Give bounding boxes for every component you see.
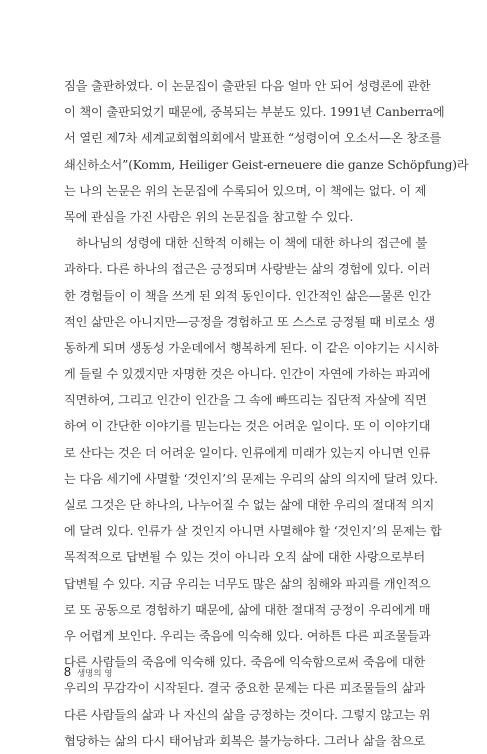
text-line: 로 또 공동으로 경험하기 때문에, 삶에 대한 절대적 긍정이 우리에게 매 [64,602,431,617]
text-line: 게 들릴 수 있겠지만 자명한 것은 아니다. 인간이 자연에 가하는 파괴에 [64,367,431,382]
text-line: 우리의 무감각이 시작된다. 결국 중요한 문제는 다른 피조물들의 삶과 [64,681,425,696]
text-line: 이 책이 출판되었기 때문에, 중복되는 부분도 있다. 1991년 Canberra에 [64,105,445,120]
text-line: 하나님의 성령에 대한 신학적 이해는 이 책에 대한 하나의 접근에 불 [76,236,428,251]
page-footer [64,665,113,681]
text-line: 답변될 수 있다. 지금 우리는 너무도 많은 삶의 침해와 파괴를 개인적으 [64,576,431,591]
text-line: 는 다음 세기에 사멸할 ‘것인지’의 문제는 우리의 삶의 의지에 달려 있다. [64,471,438,486]
text-line: 실로 그것은 단 하나의, 나누어질 수 없는 삶에 대한 우리의 절대적 의지 [64,498,435,512]
text-line: 로 산다는 것은 더 어려운 일이다. 인류에게 미래가 있는지 아니면 인류 [64,445,431,460]
running-title: 생명의 영 [76,669,113,679]
text-line: 과하다. 다른 하나의 접근은 긍정되며 사랑받는 삶의 경험에 있다. 이러 [64,262,431,277]
text-line: 협당하는 삶의 다시 태어남과 회복은 불가능하다. 그러나 삶을 참으로 [64,733,425,748]
text-line: 우 어렵게 보인다. 우리는 죽음에 익숙해 있다. 여하튼 다른 피조물들과 [64,628,431,643]
text-line: 다른 사람들의 죽음에 익숙해 있다. 죽음에 익숙함으로써 죽음에 대한 [64,655,425,670]
text-line: 목적적으로 답변될 수 있는 것이 아니라 오직 삶에 대한 사랑으로부터 [64,550,425,565]
text-line: 쇄신하소서”(Komm, Heiliger Geist-erneuere die ganze Schöpfung)라 [64,157,469,172]
text-line: 적인 삶만은 아니지만—긍정을 경험하고 또 스스로 긍정될 때 비로소 생 [64,314,436,329]
body-text [64,73,469,754]
text-line: 하여 이 간단한 이야기를 믿는다는 것은 어려운 일이다. 또 이 이야기대 [64,419,431,434]
text-line: 목에 관심을 가진 사람은 위의 논문집을 참고할 수 있다. [64,209,354,224]
page-number: 8 [64,665,71,679]
text-line: 직면하여, 그리고 인간이 인간을 그 속에 빠뜨리는 집단적 자살에 직면 [64,393,427,408]
text-line: 짐을 출판하였다. 이 논문집이 출판된 다음 얼마 안 되어 성령론에 관한 [64,79,431,93]
text-line: 는 나의 논문은 위의 논문집에 수록되어 있으며, 이 책에는 없다. 이 제 [64,183,427,198]
text-line: 에 달려 있다. 인류가 살 것인지 아니면 사멸해야 할 ‘것인지’의 문제는 합 [64,524,442,539]
text-line: 동하게 되며 생동성 가운데에서 행복하게 된다. 이 같은 이야기는 시시하 [64,340,439,355]
text-line: 서 열린 제7차 세계교회협의회에서 발표한 “성령이여 오소서—온 창조를 [64,131,442,146]
text-line: 한 경험들이 이 책을 쓰게 된 외적 동인이다. 인간적인 삶은—물론 인간 [64,288,431,303]
text-line: 다른 사람들의 삶과 나 자신의 삶을 긍정하는 것이다. 그렇지 않고는 위 [64,707,431,722]
